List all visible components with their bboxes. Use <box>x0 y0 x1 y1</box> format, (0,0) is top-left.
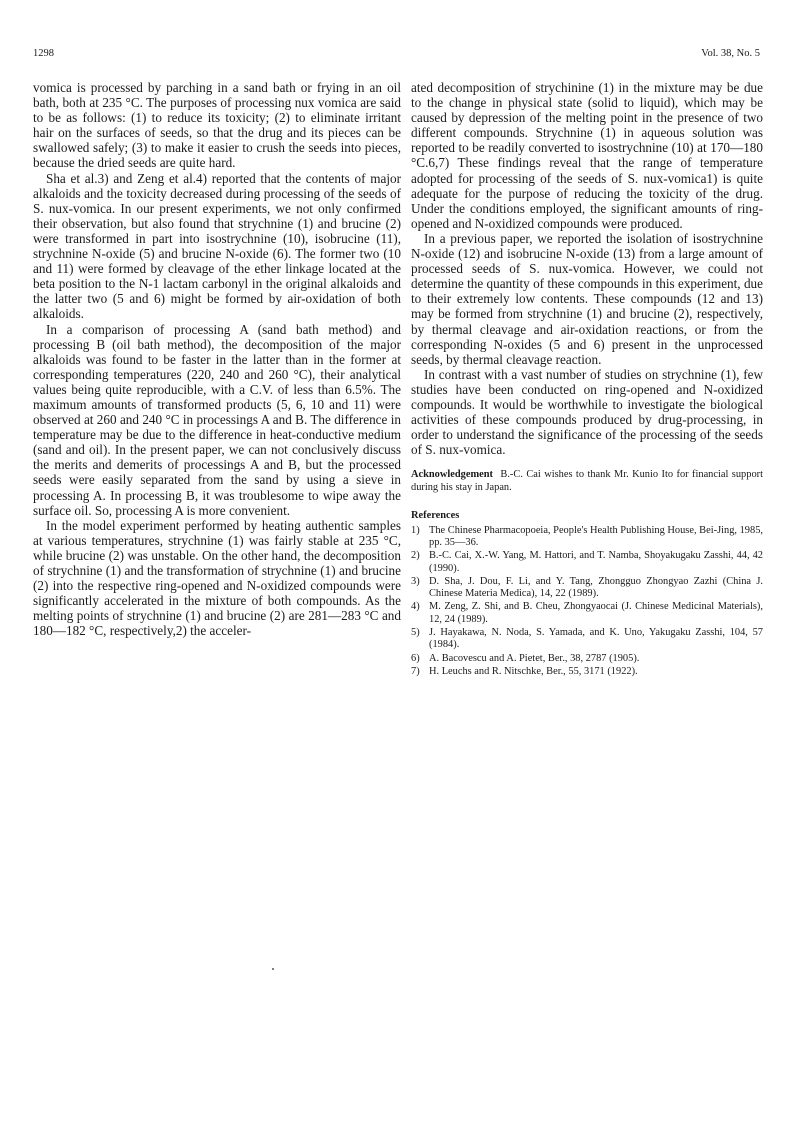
reference-number: 4) <box>411 601 420 613</box>
reference-number: 2) <box>411 550 420 562</box>
paragraph: ated decomposition of strychinine (1) in the mixture may be due to the change in physical state (solid to liquid), which may be caused by depression of the melting point in the presence of two different compounds. Strychnine (1) in aqueous solution was reported to be readily converted to isostrychnine (10) at 170—180 °C.6,7) These findings reveal that the range of temperature adopted for processing of the seeds of S. nux-vomica1) is quite adequate for the purpose of reducing the toxicity of the drug. Under the conditions employed, the significant amounts of ring-opened and N-oxidized compounds were produced. <box>411 80 763 231</box>
reference-text: D. Sha, J. Dou, F. Li, and Y. Tang, Zhongguo Zhongyao Zazhi (China J. Chinese Materia Medica), 14, 22 (1989). <box>429 575 763 600</box>
right-column <box>411 80 763 678</box>
acknowledgement-heading: Acknowledgement <box>411 469 493 481</box>
reference-item <box>411 550 763 575</box>
references <box>411 510 763 678</box>
paragraph: Sha et al.3) and Zeng et al.4) reported that the contents of major alkaloids and the toxicity decreased during processing of the seeds of S. nux-vomica. In our present experiments, we not only confirmed their observation, but also found that strychnine (1) and brucine (2) were transformed in part into isostrychnine (10), isobrucine (11), strychnine N-oxide (5) and brucine N-oxide (6). The former two (10 and 11) were formed by cleavage of the ether linkage located at the beta position to the N-1 lactam carbonyl in the original alkaloids and the latter two (5 and 6) might be formed by air-oxidation of both alkaloids. <box>33 170 401 322</box>
reference-number: 7) <box>411 665 420 677</box>
stray-dot-mark <box>272 968 274 970</box>
acknowledgement <box>411 469 763 494</box>
reference-number: 6) <box>411 652 420 664</box>
reference-item <box>411 666 763 678</box>
references-title: References <box>411 510 460 522</box>
reference-number: 3) <box>411 575 420 587</box>
reference-item <box>411 576 763 601</box>
reference-text: M. Zeng, Z. Shi, and B. Cheu, Zhongyaocai (J. Chinese Medicinal Materials), 12, 24 (1989). <box>429 601 763 625</box>
page-number: 1298 <box>33 48 54 59</box>
acknowledgement-text: B.-C. Cai wishes to thank Mr. Kunio Ito for financial support during his stay in Japan. <box>411 469 763 493</box>
reference-text: B.-C. Cai, X.-W. Yang, M. Hattori, and T. Namba, Shoyakugaku Zasshi, 44, 42 (1990). <box>429 550 763 574</box>
paragraph: vomica is processed by parching in a sand bath or frying in an oil bath, both at 235 °C. The purposes of processing nux vomica are said to be as follows: (1) to reduce its toxicity; (2) to eliminate irritant hair on the surfaces of seeds, so that the drug and its pieces can be swallowed safely; (3) to make it easier to crush the seeds into pieces, because the dried seeds are quite hard. <box>33 80 401 171</box>
paragraph: In a comparison of processing A (sand bath method) and processing B (oil bath method), the decomposition of the major alkaloids was found to be faster in the latter than in the former at corresponding temperatures (220, 240 and 260 °C), their analytical values being quite reproducible, with a C.V. of less than 6.5%. The maximum amounts of transformed products (5, 6, 10 and 11) were observed at 260 and 240 °C in processings A and B. The difference in temperature may be due to the difference in heat-conductive medium (sand and oil). In the present paper, we can not conclusively discuss the merits and demerits of processings A and B, but the processed seeds were easily separated from the sand by using a sieve in processing A. In processing B, it was troublesome to wipe away the surface oil. So, processing A is more convenient. <box>33 321 401 518</box>
reference-number: 1) <box>411 524 420 536</box>
reference-item <box>411 601 763 626</box>
reference-item <box>411 653 763 665</box>
reference-text: The Chinese Pharmacopoeia, People's Health Publishing House, Bei-Jing, 1985, pp. 35—36. <box>429 524 763 548</box>
paragraph: In a previous paper, we reported the isolation of isostrychnine N-oxide (12) and isobrucine N-oxide (13) from a large amount of processed seeds of S. nux-vomica. However, we could not determine the quantity of these compounds in this experiment, due to their extremely low contents. These compounds (12 and 13) may be formed from strychnine (1) and brucine (2), respectively, by thermal cleavage and air-oxidation reactions, or from the corresponding N-oxides (5 and 6) present in the unprocessed seeds, by thermal cleavage reaction. <box>411 230 763 367</box>
reference-text: J. Hayakawa, N. Noda, S. Yamada, and K. Uno, Yakugaku Zasshi, 104, 57 (1984). <box>429 627 763 651</box>
page-header <box>33 48 760 64</box>
left-column <box>33 80 401 638</box>
paragraph: In the model experiment performed by heating authentic samples at various temperatures, strychnine (1) was fairly stable at 235 °C, while brucine (2) was unstable. On the other hand, the decomposition of strychnine (1) and the transformation of strychnine (1) and brucine (2) into the respective ring-opened and N-oxidized compounds were significantly accelerated in the mixture of both compounds. As the melting points of strychnine (1) and brucine (2) are 281—283 °C and 180—182 °C, respectively,2) the acceler- <box>33 517 401 639</box>
paragraph: In contrast with a vast number of studies on strychnine (1), few studies have been conducted on ring-opened and N-oxidized compounds. It would be worthwhile to investigate the biological activities of these compounds produced by drug-processing, in order to understand the significance of the processing of the seeds of S. nux-vomica. <box>411 366 763 458</box>
volume-issue: Vol. 38, No. 5 <box>701 48 760 59</box>
reference-text: A. Bacovescu and A. Pietet, Ber., 38, 2787 (1905). <box>429 652 640 664</box>
reference-number: 5) <box>411 627 420 639</box>
reference-item <box>411 525 763 550</box>
reference-item <box>411 627 763 652</box>
reference-text: H. Leuchs and R. Nitschke, Ber., 55, 3171 (1922). <box>429 665 638 677</box>
